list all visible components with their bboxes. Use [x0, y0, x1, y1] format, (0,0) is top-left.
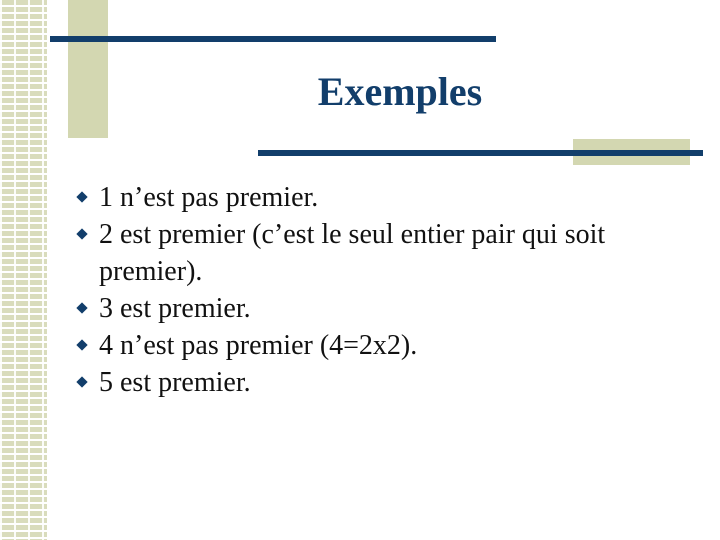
list-item: [78, 327, 698, 364]
list-item: [78, 364, 698, 401]
bullet-list: [78, 179, 698, 401]
diamond-icon: [76, 302, 87, 313]
decorative-left-strip-pattern: [0, 0, 50, 540]
bullet-text: 3 est premier.: [99, 293, 251, 324]
title-rule-bottom: [258, 150, 703, 156]
bullet-text: 1 n’est pas premier.: [99, 182, 319, 213]
title-rule-top: [50, 36, 496, 42]
bullet-text: 5 est premier.: [99, 367, 251, 398]
bullet-text: 4 n’est pas premier (4=2x2).: [99, 330, 418, 361]
bullet-text: 2 est premier (c’est le seul entier pair qui soit premier).: [99, 219, 606, 287]
list-item: [78, 216, 698, 290]
list-item: [78, 179, 698, 216]
decorative-accent-block-top: [68, 0, 108, 138]
diamond-icon: [76, 376, 87, 387]
diamond-icon: [76, 191, 87, 202]
diamond-icon: [76, 228, 87, 239]
diamond-icon: [76, 339, 87, 350]
slide-title: Exemples: [317, 69, 483, 114]
list-item: [78, 290, 698, 327]
